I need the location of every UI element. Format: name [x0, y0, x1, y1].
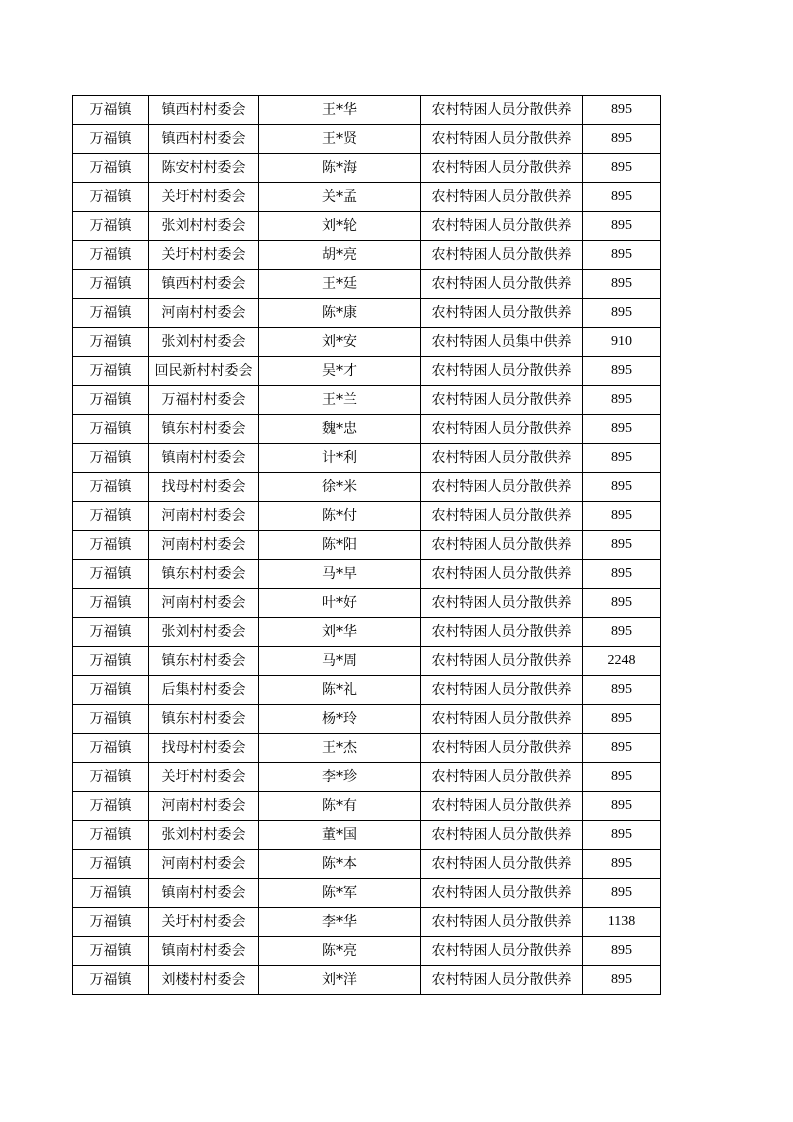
table-row	[73, 763, 661, 792]
support-category-cell: 农村特困人员集中供养	[421, 328, 583, 357]
amount-cell: 895	[583, 125, 661, 154]
town-cell: 万福镇	[73, 241, 149, 270]
support-category-cell: 农村特困人员分散供养	[421, 560, 583, 589]
table-row	[73, 328, 661, 357]
amount-cell: 895	[583, 357, 661, 386]
village-committee-cell: 刘楼村村委会	[149, 966, 259, 995]
town-cell: 万福镇	[73, 734, 149, 763]
town-cell: 万福镇	[73, 966, 149, 995]
support-category-cell: 农村特困人员分散供养	[421, 357, 583, 386]
town-cell: 万福镇	[73, 618, 149, 647]
amount-cell: 895	[583, 705, 661, 734]
table-row	[73, 154, 661, 183]
table-row	[73, 966, 661, 995]
person-name-cell: 王*华	[259, 96, 421, 125]
person-name-cell: 魏*忠	[259, 415, 421, 444]
support-category-cell: 农村特困人员分散供养	[421, 763, 583, 792]
village-committee-cell: 镇东村村委会	[149, 647, 259, 676]
support-category-cell: 农村特困人员分散供养	[421, 850, 583, 879]
amount-cell: 895	[583, 386, 661, 415]
village-committee-cell: 河南村村委会	[149, 502, 259, 531]
person-name-cell: 杨*玲	[259, 705, 421, 734]
village-committee-cell: 河南村村委会	[149, 850, 259, 879]
person-name-cell: 董*国	[259, 821, 421, 850]
amount-cell: 895	[583, 212, 661, 241]
support-category-cell: 农村特困人员分散供养	[421, 937, 583, 966]
amount-cell: 895	[583, 270, 661, 299]
table-row	[73, 241, 661, 270]
table-row	[73, 937, 661, 966]
person-name-cell: 关*孟	[259, 183, 421, 212]
support-category-cell: 农村特困人员分散供养	[421, 705, 583, 734]
person-name-cell: 李*珍	[259, 763, 421, 792]
town-cell: 万福镇	[73, 792, 149, 821]
amount-cell: 895	[583, 560, 661, 589]
person-name-cell: 刘*轮	[259, 212, 421, 241]
amount-cell: 895	[583, 473, 661, 502]
village-committee-cell: 河南村村委会	[149, 792, 259, 821]
town-cell: 万福镇	[73, 676, 149, 705]
table-row	[73, 531, 661, 560]
support-category-cell: 农村特困人员分散供养	[421, 618, 583, 647]
town-cell: 万福镇	[73, 647, 149, 676]
town-cell: 万福镇	[73, 589, 149, 618]
amount-cell: 895	[583, 589, 661, 618]
town-cell: 万福镇	[73, 299, 149, 328]
village-committee-cell: 张刘村村委会	[149, 618, 259, 647]
amount-cell: 895	[583, 96, 661, 125]
person-name-cell: 陈*军	[259, 879, 421, 908]
support-category-cell: 农村特困人员分散供养	[421, 241, 583, 270]
village-committee-cell: 后集村村委会	[149, 676, 259, 705]
person-name-cell: 刘*华	[259, 618, 421, 647]
village-committee-cell: 河南村村委会	[149, 299, 259, 328]
table-row	[73, 473, 661, 502]
support-category-cell: 农村特困人员分散供养	[421, 502, 583, 531]
beneficiary-table	[72, 95, 661, 995]
town-cell: 万福镇	[73, 125, 149, 154]
village-committee-cell: 镇南村村委会	[149, 937, 259, 966]
support-category-cell: 农村特困人员分散供养	[421, 212, 583, 241]
support-category-cell: 农村特困人员分散供养	[421, 125, 583, 154]
table-row	[73, 705, 661, 734]
amount-cell: 895	[583, 850, 661, 879]
amount-cell: 1138	[583, 908, 661, 937]
village-committee-cell: 张刘村村委会	[149, 212, 259, 241]
village-committee-cell: 关圩村村委会	[149, 908, 259, 937]
table-row	[73, 908, 661, 937]
town-cell: 万福镇	[73, 937, 149, 966]
amount-cell: 895	[583, 241, 661, 270]
table-row	[73, 357, 661, 386]
support-category-cell: 农村特困人员分散供养	[421, 96, 583, 125]
amount-cell: 895	[583, 734, 661, 763]
table-row	[73, 676, 661, 705]
table-row	[73, 299, 661, 328]
town-cell: 万福镇	[73, 473, 149, 502]
table-row	[73, 444, 661, 473]
person-name-cell: 王*杰	[259, 734, 421, 763]
support-category-cell: 农村特困人员分散供养	[421, 966, 583, 995]
village-committee-cell: 找母村村委会	[149, 734, 259, 763]
table-row	[73, 734, 661, 763]
town-cell: 万福镇	[73, 386, 149, 415]
village-committee-cell: 陈安村村委会	[149, 154, 259, 183]
town-cell: 万福镇	[73, 908, 149, 937]
town-cell: 万福镇	[73, 821, 149, 850]
village-committee-cell: 关圩村村委会	[149, 183, 259, 212]
village-committee-cell: 河南村村委会	[149, 531, 259, 560]
village-committee-cell: 镇西村村委会	[149, 125, 259, 154]
table-row	[73, 125, 661, 154]
table-row	[73, 821, 661, 850]
village-committee-cell: 万福村村委会	[149, 386, 259, 415]
support-category-cell: 农村特困人员分散供养	[421, 299, 583, 328]
table-row	[73, 386, 661, 415]
person-name-cell: 刘*洋	[259, 966, 421, 995]
village-committee-cell: 镇南村村委会	[149, 444, 259, 473]
person-name-cell: 李*华	[259, 908, 421, 937]
person-name-cell: 徐*米	[259, 473, 421, 502]
amount-cell: 910	[583, 328, 661, 357]
town-cell: 万福镇	[73, 96, 149, 125]
amount-cell: 895	[583, 966, 661, 995]
support-category-cell: 农村特困人员分散供养	[421, 792, 583, 821]
amount-cell: 895	[583, 879, 661, 908]
village-committee-cell: 河南村村委会	[149, 589, 259, 618]
table-row	[73, 792, 661, 821]
village-committee-cell: 张刘村村委会	[149, 821, 259, 850]
town-cell: 万福镇	[73, 444, 149, 473]
table-row	[73, 183, 661, 212]
person-name-cell: 陈*康	[259, 299, 421, 328]
person-name-cell: 陈*亮	[259, 937, 421, 966]
person-name-cell: 马*早	[259, 560, 421, 589]
town-cell: 万福镇	[73, 560, 149, 589]
town-cell: 万福镇	[73, 850, 149, 879]
village-committee-cell: 找母村村委会	[149, 473, 259, 502]
amount-cell: 895	[583, 676, 661, 705]
village-committee-cell: 关圩村村委会	[149, 241, 259, 270]
person-name-cell: 陈*有	[259, 792, 421, 821]
support-category-cell: 农村特困人员分散供养	[421, 270, 583, 299]
amount-cell: 895	[583, 821, 661, 850]
amount-cell: 895	[583, 183, 661, 212]
table-row	[73, 879, 661, 908]
town-cell: 万福镇	[73, 705, 149, 734]
support-category-cell: 农村特困人员分散供养	[421, 647, 583, 676]
support-category-cell: 农村特困人员分散供养	[421, 531, 583, 560]
person-name-cell: 王*廷	[259, 270, 421, 299]
person-name-cell: 陈*礼	[259, 676, 421, 705]
town-cell: 万福镇	[73, 531, 149, 560]
person-name-cell: 王*兰	[259, 386, 421, 415]
village-committee-cell: 镇西村村委会	[149, 270, 259, 299]
town-cell: 万福镇	[73, 879, 149, 908]
table-row	[73, 502, 661, 531]
village-committee-cell: 镇东村村委会	[149, 560, 259, 589]
person-name-cell: 王*贤	[259, 125, 421, 154]
village-committee-cell: 镇西村村委会	[149, 96, 259, 125]
town-cell: 万福镇	[73, 270, 149, 299]
support-category-cell: 农村特困人员分散供养	[421, 386, 583, 415]
amount-cell: 895	[583, 618, 661, 647]
table-row	[73, 647, 661, 676]
table-row	[73, 560, 661, 589]
table-row	[73, 850, 661, 879]
town-cell: 万福镇	[73, 154, 149, 183]
support-category-cell: 农村特困人员分散供养	[421, 734, 583, 763]
table-row	[73, 618, 661, 647]
person-name-cell: 计*利	[259, 444, 421, 473]
amount-cell: 895	[583, 154, 661, 183]
amount-cell: 895	[583, 299, 661, 328]
support-category-cell: 农村特困人员分散供养	[421, 415, 583, 444]
town-cell: 万福镇	[73, 763, 149, 792]
support-category-cell: 农村特困人员分散供养	[421, 879, 583, 908]
table-row	[73, 270, 661, 299]
person-name-cell: 叶*好	[259, 589, 421, 618]
amount-cell: 895	[583, 531, 661, 560]
amount-cell: 895	[583, 792, 661, 821]
support-category-cell: 农村特困人员分散供养	[421, 473, 583, 502]
amount-cell: 895	[583, 937, 661, 966]
support-category-cell: 农村特困人员分散供养	[421, 821, 583, 850]
person-name-cell: 刘*安	[259, 328, 421, 357]
person-name-cell: 吴*才	[259, 357, 421, 386]
support-category-cell: 农村特困人员分散供养	[421, 444, 583, 473]
village-committee-cell: 镇东村村委会	[149, 415, 259, 444]
town-cell: 万福镇	[73, 415, 149, 444]
amount-cell: 895	[583, 444, 661, 473]
beneficiary-table-body	[73, 96, 661, 995]
village-committee-cell: 镇南村村委会	[149, 879, 259, 908]
village-committee-cell: 关圩村村委会	[149, 763, 259, 792]
person-name-cell: 陈*阳	[259, 531, 421, 560]
amount-cell: 2248	[583, 647, 661, 676]
town-cell: 万福镇	[73, 328, 149, 357]
person-name-cell: 马*周	[259, 647, 421, 676]
table-row	[73, 589, 661, 618]
table-row	[73, 415, 661, 444]
person-name-cell: 陈*本	[259, 850, 421, 879]
support-category-cell: 农村特困人员分散供养	[421, 676, 583, 705]
village-committee-cell: 张刘村村委会	[149, 328, 259, 357]
table-row	[73, 212, 661, 241]
support-category-cell: 农村特困人员分散供养	[421, 183, 583, 212]
support-category-cell: 农村特困人员分散供养	[421, 908, 583, 937]
person-name-cell: 陈*海	[259, 154, 421, 183]
town-cell: 万福镇	[73, 212, 149, 241]
town-cell: 万福镇	[73, 502, 149, 531]
person-name-cell: 陈*付	[259, 502, 421, 531]
village-committee-cell: 镇东村村委会	[149, 705, 259, 734]
support-category-cell: 农村特困人员分散供养	[421, 589, 583, 618]
person-name-cell: 胡*亮	[259, 241, 421, 270]
town-cell: 万福镇	[73, 357, 149, 386]
amount-cell: 895	[583, 415, 661, 444]
table-row	[73, 96, 661, 125]
support-category-cell: 农村特困人员分散供养	[421, 154, 583, 183]
village-committee-cell: 回民新村村委会	[149, 357, 259, 386]
amount-cell: 895	[583, 763, 661, 792]
amount-cell: 895	[583, 502, 661, 531]
town-cell: 万福镇	[73, 183, 149, 212]
